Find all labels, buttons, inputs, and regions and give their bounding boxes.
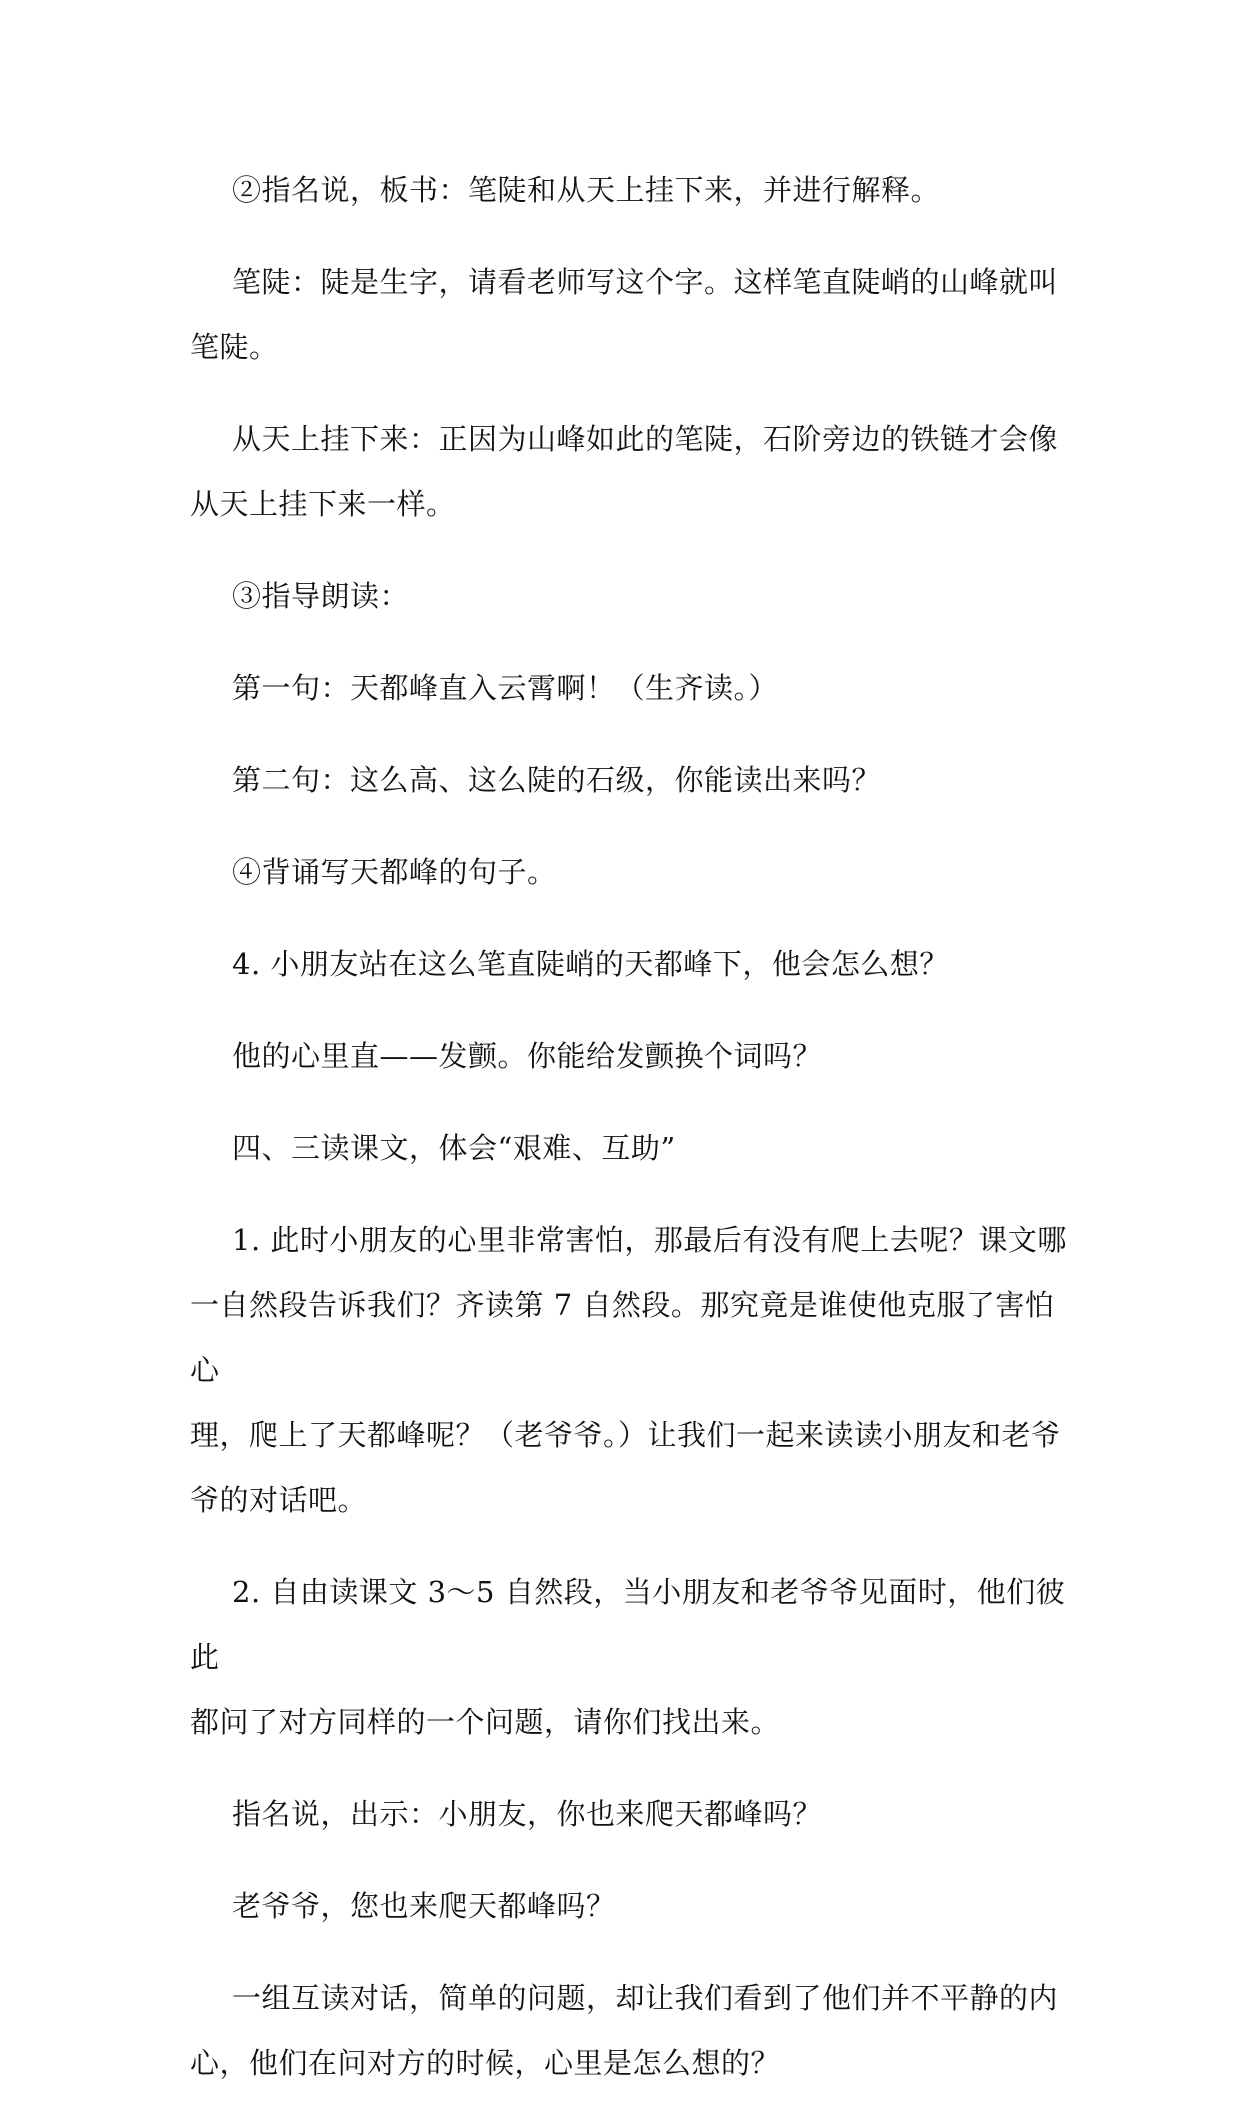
text-line: 指名说，出示：小朋友，你也来爬天都峰吗？ [232, 1797, 823, 1831]
text-line: 1. 此时小朋友的心里非常害怕，那最后有没有爬上去呢？课文哪 [232, 1223, 1067, 1257]
paragraph [190, 656, 1070, 721]
paragraph [190, 932, 1070, 997]
text-line: 从天上挂下来：正因为山峰如此的笔陡，石阶旁边的铁链才会像 [232, 422, 1059, 456]
text-line: 笔陡：陡是生字，请看老师写这个字。这样笔直陡峭的山峰就叫 [232, 265, 1059, 299]
text-line: 四、三读课文，体会“艰难、互助” [232, 1131, 676, 1165]
text-line: 一组互读对话，简单的问题，却让我们看到了他们并不平静的内 [232, 1981, 1059, 2015]
text-line: 老爷爷，您也来爬天都峰吗？ [232, 1889, 616, 1923]
paragraph [190, 1024, 1070, 1089]
paragraph [190, 564, 1070, 629]
text-line: 一自然段告诉我们？齐读第 7 自然段。那究竟是谁使他克服了害怕心 [190, 1288, 1055, 1387]
text-line: 爷的对话吧。 [190, 1483, 368, 1517]
text-line: 从天上挂下来一样。 [190, 487, 456, 521]
paragraph [190, 1966, 1070, 2096]
paragraph [190, 1560, 1070, 1755]
text-line: 2. 自由读课文 3～5 自然段，当小朋友和老爷爷见面时，他们彼此 [190, 1575, 1066, 1674]
text-line: 理，爬上了天都峰呢？（老爷爷。）让我们一起来读读小朋友和老爷 [190, 1418, 1061, 1452]
paragraph [190, 407, 1070, 537]
text-line: 笔陡。 [190, 330, 279, 364]
paragraph [190, 840, 1070, 905]
paragraph [190, 1116, 1070, 1181]
text-line: 4. 小朋友站在这么笔直陡峭的天都峰下，他会怎么想？ [232, 947, 949, 981]
paragraph [190, 1208, 1070, 1533]
text-line: ②指名说，板书：笔陡和从天上挂下来，并进行解释。 [232, 173, 941, 207]
text-line: 第二句：这么高、这么陡的石级，你能读出来吗？ [232, 763, 882, 797]
paragraph [190, 158, 1070, 223]
paragraph [190, 1782, 1070, 1847]
text-line: 心，他们在问对方的时候，心里是怎么想的？ [190, 2046, 781, 2080]
document-body [190, 158, 1070, 2123]
text-line: ③指导朗读： [232, 579, 410, 613]
text-line: 他的心里直——发颤。你能给发颤换个词吗？ [232, 1039, 823, 1073]
text-line: 第一句：天都峰直入云霄啊！（生齐读。） [232, 671, 779, 705]
paragraph [190, 748, 1070, 813]
text-line: ④背诵写天都峰的句子。 [232, 855, 557, 889]
text-line: 都问了对方同样的一个问题，请你们找出来。 [190, 1705, 781, 1739]
paragraph [190, 1874, 1070, 1939]
paragraph [190, 250, 1070, 380]
